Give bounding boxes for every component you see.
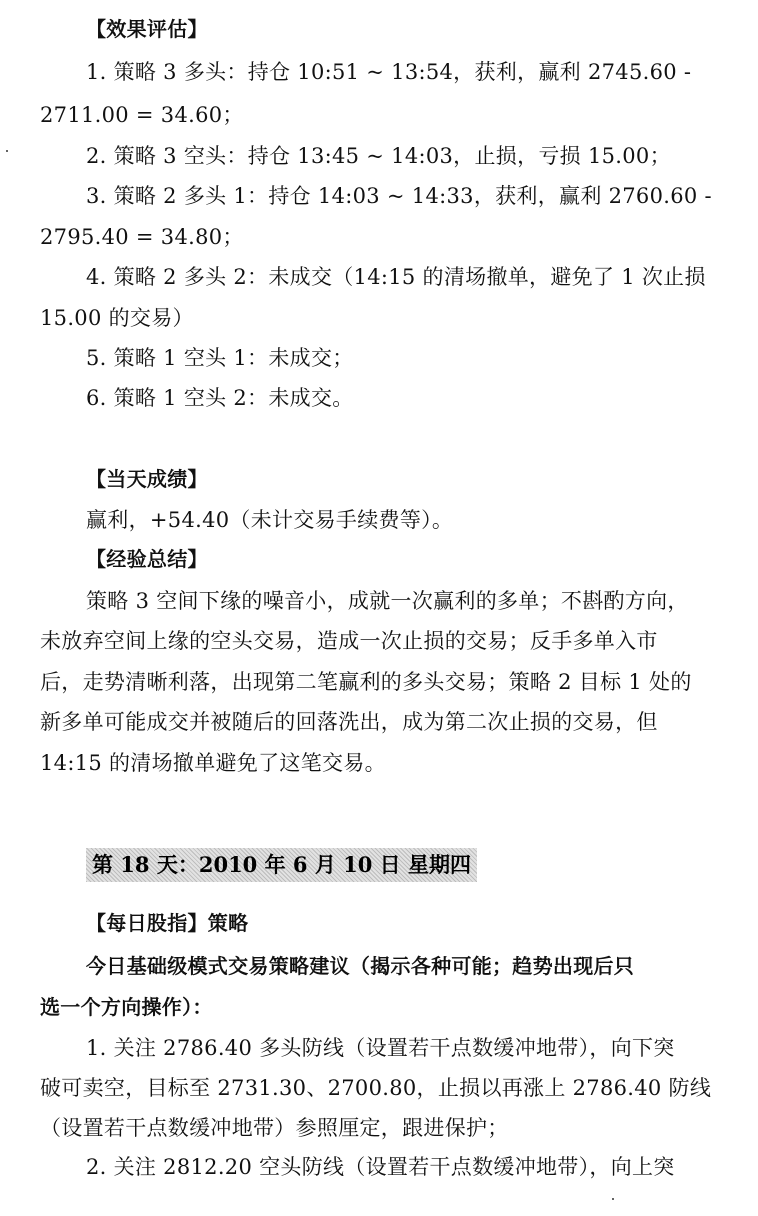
summary-line: 后，走势清晰利落，出现第二笔赢利的多头交易；策略 2 目标 1 处的	[40, 670, 692, 694]
day-result-heading: 【当天成绩】	[86, 467, 208, 491]
strategy-item-line: （设置若干点数缓冲地带）参照厘定，跟进保护；	[40, 1116, 509, 1140]
effect-eval-item: 5. 策略 1 空头 1：未成交；	[86, 346, 354, 370]
effect-eval-item: 15.00 的交易）	[40, 306, 194, 330]
strategy-item-line: 破可卖空，目标至 2731.30、2700.80，止损以再涨上 2786.40 防线	[40, 1076, 712, 1100]
scan-speck	[6, 150, 8, 152]
summary-heading: 【经验总结】	[86, 547, 208, 571]
summary-line: 新多单可能成交并被随后的回落洗出，成为第二次止损的交易，但	[40, 710, 658, 734]
effect-eval-item: 6. 策略 1 空头 2：未成交。	[86, 386, 354, 410]
effect-eval-item: 2. 策略 3 空头：持仓 13:45 ~ 14:03，止损，亏损 15.00；	[86, 144, 671, 168]
strategy-item-line: 1. 关注 2786.40 多头防线（设置若干点数缓冲地带），向下突	[86, 1036, 675, 1060]
strategy-intro-line: 今日基础级模式交易策略建议（揭示各种可能；趋势出现后只	[86, 954, 635, 978]
effect-eval-heading: 【效果评估】	[86, 17, 208, 41]
day-result-text: 赢利，+54.40（未计交易手续费等）。	[86, 508, 454, 532]
effect-eval-item: 2795.40 = 34.80；	[40, 225, 244, 249]
effect-eval-item: 2711.00 = 34.60；	[40, 103, 244, 127]
day-heading: 第 18 天：2010 年 6 月 10 日 星期四	[86, 848, 477, 882]
summary-line: 14:15 的清场撤单避免了这笔交易。	[40, 751, 386, 775]
effect-eval-item: 1. 策略 3 多头：持仓 10:51 ~ 13:54，获利，赢利 2745.60 -	[86, 60, 692, 84]
strategy-heading: 【每日股指】策略	[86, 911, 249, 935]
effect-eval-item: 3. 策略 2 多头 1：持仓 14:03 ~ 14:33，获利，赢利 2760.60 -	[86, 184, 712, 208]
scan-speck	[612, 1198, 614, 1200]
summary-line: 未放弃空间上缘的空头交易，造成一次止损的交易；反手多单入市	[40, 629, 658, 653]
summary-line: 策略 3 空间下缘的噪音小，成就一次赢利的多单；不斟酌方向，	[86, 589, 689, 613]
strategy-intro-line: 选一个方向操作）：	[40, 995, 213, 1019]
strategy-item-line: 2. 关注 2812.20 空头防线（设置若干点数缓冲地带），向上突	[86, 1155, 675, 1179]
effect-eval-item: 4. 策略 2 多头 2：未成交（14:15 的清场撤单，避免了 1 次止损	[86, 265, 706, 289]
